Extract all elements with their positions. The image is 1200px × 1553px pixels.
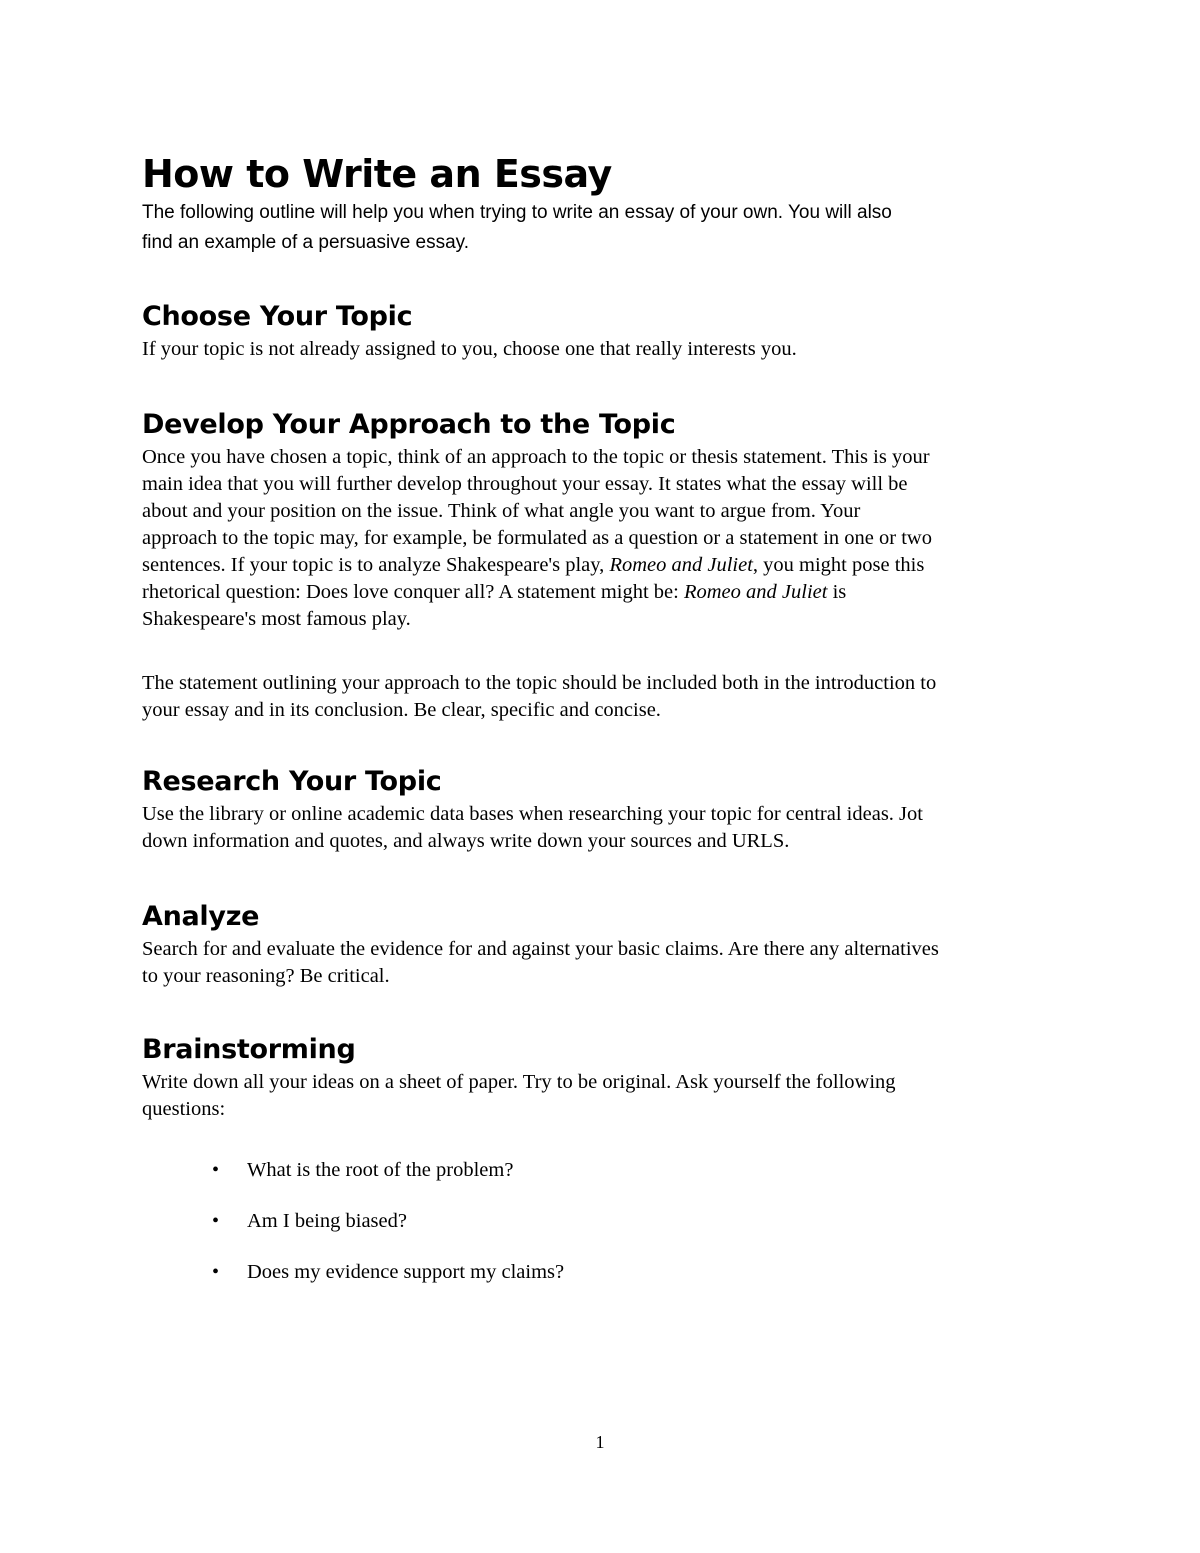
intro-line-2: find an example of a persuasive essay.	[142, 232, 470, 253]
approach-line-6-b: is	[827, 581, 847, 603]
analyze-line-1: Search for and evaluate the evidence for and against your basic claims. Are there any alternatives	[142, 938, 939, 960]
list-item-text: Am I being biased?	[247, 1210, 407, 1232]
document-title: How to Write an Essay	[142, 152, 612, 196]
section-brainstorming	[142, 1031, 1072, 1310]
approach-line-5-a: sentences. If your topic is to analyze Shakespeare's play,	[142, 554, 610, 576]
heading-choose-topic: Choose Your Topic	[142, 301, 413, 332]
heading-develop-approach: Develop Your Approach to the Topic	[142, 409, 676, 440]
intro-line-1: The following outline will help you when trying to write an essay of your own. You will also	[142, 202, 892, 223]
approach-line-5	[142, 552, 1072, 579]
list-item	[142, 1259, 1072, 1310]
approach-line-3: about and your position on the issue. Think of what angle you want to argue from. Your	[142, 500, 861, 522]
bullet-icon: •	[212, 1159, 220, 1181]
document-page	[142, 148, 1072, 1283]
brainstorming-line-2: questions:	[142, 1098, 226, 1120]
approach-line-6	[142, 579, 1072, 606]
approach-line-5-b: , you might pose this	[752, 554, 925, 576]
bullet-icon: •	[212, 1261, 220, 1283]
play-title-italic: Romeo and Juliet	[683, 581, 828, 603]
list-item	[142, 1157, 1072, 1208]
heading-brainstorming: Brainstorming	[142, 1034, 356, 1065]
research-line-2: down information and quotes, and always write down your sources and URLS.	[142, 830, 790, 852]
section-choose-topic	[142, 298, 1072, 363]
analyze-line-2: to your reasoning? Be critical.	[142, 965, 390, 987]
approach-line-4: approach to the topic may, for example, be formulated as a question or a statement in one or two	[142, 527, 932, 549]
approach-line-2: main idea that you will further develop throughout your essay. It states what the essay will be	[142, 473, 908, 495]
research-line-1: Use the library or online academic data bases when researching your topic for central ideas. Jot	[142, 803, 923, 825]
approach-line-1: Once you have chosen a topic, think of an approach to the topic or thesis statement. This is your	[142, 446, 930, 468]
approach-para2-line-1: The statement outlining your approach to the topic should be included both in the introduction to	[142, 672, 937, 694]
heading-analyze: Analyze	[142, 901, 260, 932]
play-title-italic: Romeo and Juliet	[609, 554, 753, 576]
approach-para2-line-2: your essay and in its conclusion. Be clear, specific and concise.	[142, 699, 661, 721]
section-develop-approach	[142, 406, 1072, 724]
approach-line-7: Shakespeare's most famous play.	[142, 608, 411, 630]
list-item	[142, 1208, 1072, 1259]
page-number: 1	[595, 1432, 605, 1452]
list-item-text: Does my evidence support my claims?	[247, 1261, 565, 1283]
bullet-icon: •	[212, 1210, 220, 1232]
question-list	[142, 1157, 1072, 1310]
section-analyze	[142, 898, 1072, 990]
section-research-topic	[142, 763, 1072, 855]
list-item-text: What is the root of the problem?	[247, 1159, 514, 1181]
choose-topic-text: If your topic is not already assigned to you, choose one that really interests you.	[142, 338, 797, 360]
approach-line-6-a: rhetorical question: Does love conquer all? A statement might be:	[142, 581, 684, 603]
brainstorming-line-1: Write down all your ideas on a sheet of paper. Try to be original. Ask yourself the following	[142, 1071, 896, 1093]
heading-research-topic: Research Your Topic	[142, 766, 442, 797]
